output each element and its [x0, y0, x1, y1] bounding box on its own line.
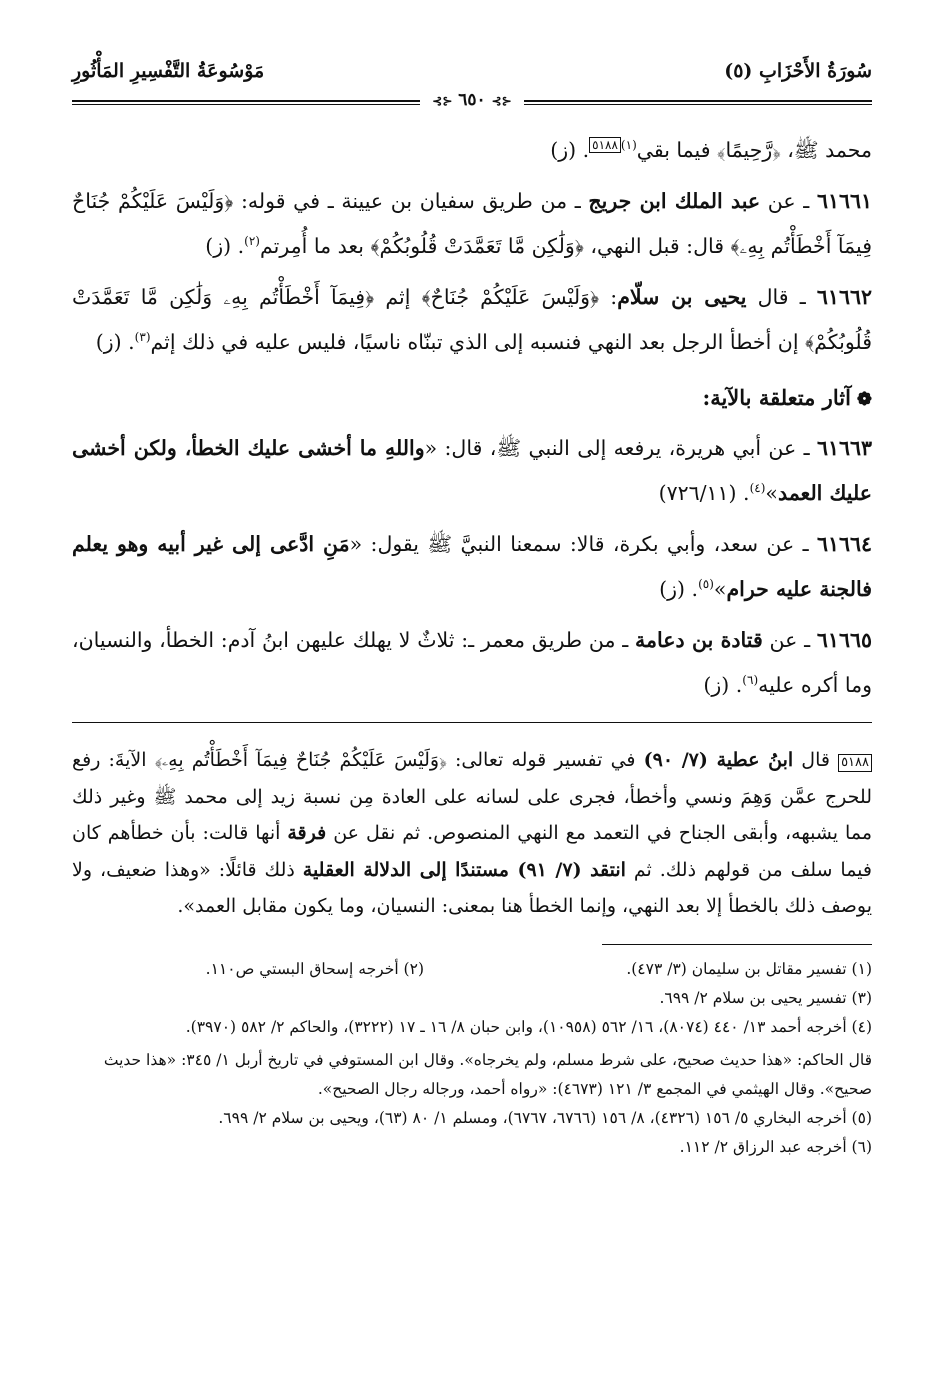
- ornament-icon: ⊰⊱: [491, 94, 512, 108]
- entry-number: ٦١٦٦٥: [816, 628, 872, 652]
- hadith-text: مَنِ ادَّعى إلى غير أبيه وهو يعلم فالجنة عليه حرام: [72, 532, 872, 601]
- entry-61664: ٦١٦٦٤ ـ عن سعد، وأبي بكرة، قالا: سمعنا النبيَّ ﷺ يقول: «مَنِ ادَّعى إلى غير أبيه وهو يعلم فالجنة عليه حرام»$^{(٥)}$. (ز): [72, 532, 873, 601]
- footnote-marker[interactable]: (٢): [244, 234, 260, 249]
- footnote-4-note: قال الحاكم: «هذا حديث صحيح، على شرط مسلم، ولم يخرجاه». وقال ابن المستوفي في تاريخ أربل ١/ ٣٤٥: «هذا حديث صحيح». وقال الهيثمي في المجمع ٣/ ١٢١ (٤٦٧٣): «رواه أحمد، ورجاله رجال الصحيح».: [103, 1050, 872, 1098]
- cross-ref-box[interactable]: ٥١٨٨: [589, 137, 621, 153]
- footnote-6: (٦) أخرجه عبد الرزاق ٢/ ١١٢.: [679, 1137, 872, 1156]
- footnote-marker[interactable]: (٤): [749, 481, 766, 496]
- entry-number: ٦١٦٦٣: [816, 436, 872, 460]
- section-heading: ❁آثار متعلقة بالآية:: [702, 385, 872, 410]
- entry-61665: ٦١٦٦٥ ـ عن قتادة بن دعامة ـ من طريق معمر ـ: ثلاثٌ لا يهلك عليهن ابنُ آدم: الخطأ، والنسيان، وما أكره عليه$^{(٦)}$. (ز): [72, 628, 872, 697]
- commentary-note: ٥١٨٨ قال ابنُ عطية (٧/ ٩٠) في تفسير قوله تعالى: ﴿وَلَيْسَ عَلَيْكُمْ جُنَاحٌ فِيمَآ أَخْطَأْتُم بِهِۦ﴾ الآيةَ: رفع للحرج عمَّن وَهِمَ ونسي وأخطأ، فجرى على لسانه على العادة مِن نسبة زيد إلى محمد ﷺ وغير ذلك مما يشبهه، وأبقى الجناح في التعمد مع النهي المنصوص. ثم نقل عن فرقة أنها قالت: بأن خطأهم كان فيما سلف من قولهم ذلك. ثم انتقد (٧/ ٩١) مستندًا إلى الدلالة العقلية ذلك قائلًا: «وهذا ضعيف، ولا يوصف ذلك بالخطأ إلا بعد النهي، وإنما الخطأ هنا بمعنى: النسيان، وما يكون مقابل العمد».: [72, 749, 873, 917]
- entry-61661: ٦١٦٦١ ـ عن عبد الملك ابن جريج ـ من طريق سفيان بن عيينة ـ في قوله: ﴿وَلَيْسَ عَلَيْكُمْ جُنَاحٌ فِيمَآ أَخْطَأْتُم بِهِۦ﴾ قال: قبل النهي، ﴿وَلَٰكِن مَّا تَعَمَّدَتْ قُلُوبُكُمْ﴾ بعد ما أُمِرتم$^{(٢)}$. (ز): [72, 189, 872, 258]
- footnote-marker[interactable]: (٣): [134, 330, 151, 345]
- entry-number: ٦١٦٦٤: [816, 532, 873, 556]
- scholar-name: ابنُ عطية: [716, 749, 794, 771]
- footnote-3: (٣) تفسير يحيى بن سلام ٢/ ٦٩٩.: [659, 988, 872, 1007]
- quran-quote: ﴿وَلَيْسَ عَلَيْكُمْ جُنَاحٌ فِيمَآ أَخْطَأْتُم بِهِۦ﴾: [154, 749, 447, 771]
- quran-quote: ﴿وَلَيْسَ عَلَيْكُمْ جُنَاحٌ﴾: [421, 285, 600, 309]
- footnote-4: (٤) أخرجه أحمد ١٣/ ٤٤٠ (٨٠٧٤)، ١٦/ ٥٦٢ (١٠٩٥٨)، وابن حبان ٨/ ١٦ ـ ١٧ (٣٢٢٢)، والحاكم ٢/ ٥٨٢ (٣٩٧٠).: [185, 1017, 872, 1036]
- footnote-2: (٢) أخرجه إسحاق البستي ص١١٠.: [205, 959, 424, 978]
- footnotes: [72, 955, 872, 1162]
- page-number: ٦٥٠: [458, 90, 486, 110]
- entry-number: ٦١٦٦٢: [816, 285, 872, 309]
- narrator-name: عبد الملك ابن جريج: [588, 189, 761, 213]
- quran-quote: ﴿فِيمَآ أَخْطَأْتُم بِهِۦ وَلَٰكِن مَّا تَعَمَّدَتْ قُلُوبُكُمْ﴾: [72, 285, 872, 354]
- footnote-1: (١) تفسير مقاتل بن سليمان (٣/ ٤٧٣).: [626, 959, 872, 978]
- running-header: [72, 56, 872, 110]
- footnote-separator: [602, 944, 872, 945]
- narrator-name: يحيى بن سلّام: [617, 285, 747, 309]
- footnote-marker[interactable]: (٦): [742, 673, 759, 688]
- surah-title: سُورَةُ الأَحْزَابِ (٥): [724, 60, 872, 82]
- volume-citation: (٧/ ٩٠): [643, 749, 717, 771]
- footnote-5: (٥) أخرجه البخاري ٥/ ١٥٦ (٤٣٢٦)، ٨/ ١٥٦ (٦٧٦٦، ٦٧٦٧)، ومسلم ١/ ٨٠ (٦٣)، ويحيى بن سلام ٢/ ٦٩٩.: [218, 1108, 872, 1127]
- entry-61663: ٦١٦٦٣ ـ عن أبي هريرة، يرفعه إلى النبي ﷺ، قال: «واللهِ ما أخشى عليك الخطأ، ولكن أخشى عليك العمد»$^{(٤)}$. (٧٢٦/١١): [72, 436, 872, 505]
- entry-continuation: محمد ﷺ، ﴿رَّحِيمًا﴾ فيما بقي$^{(١)}$٥١٨٨. (ز): [550, 138, 872, 162]
- quran-quote: ﴿وَلَٰكِن مَّا تَعَمَّدَتْ قُلُوبُكُمْ﴾: [370, 234, 584, 258]
- book-page: [72, 56, 872, 1346]
- quran-quote: ﴿رَّحِيمًا﴾: [717, 138, 781, 162]
- main-text: [72, 128, 872, 708]
- quran-quote: ﴿وَلَيْسَ عَلَيْكُمْ جُنَاحٌ فِيمَآ أَخْطَأْتُم بِهِۦ﴾: [72, 189, 872, 258]
- cross-ref-box[interactable]: ٥١٨٨: [838, 754, 872, 772]
- hadith-text: واللهِ ما أخشى عليك الخطأ، ولكن أخشى عليك العمد: [72, 436, 872, 505]
- narrator-name: قتادة بن دعامة: [635, 628, 763, 652]
- footnote-marker[interactable]: (٥): [698, 577, 714, 592]
- flower-icon: ❁: [856, 389, 872, 410]
- book-title: مَوْسُوعَةُ التَّفْسِيرِ المَأْثُورِ: [72, 60, 265, 82]
- entry-61662: ٦١٦٦٢ ـ قال يحيى بن سلّام: ﴿وَلَيْسَ عَلَيْكُمْ جُنَاحٌ﴾ إثم ﴿فِيمَآ أَخْطَأْتُم بِهِۦ وَلَٰكِن مَّا تَعَمَّدَتْ قُلُوبُكُمْ﴾ إن أخطأ الرجل بعد النهي فنسبه إلى الذي تبنّاه ناسيًا، فليس عليه في ذلك إثم$^{(٣)}$. (ز): [72, 285, 872, 354]
- footnote-marker[interactable]: (١): [620, 138, 637, 153]
- page-number-box: [420, 90, 523, 110]
- commentary-separator: [72, 722, 872, 723]
- ornament-icon: ⊰⊱: [432, 94, 453, 108]
- entry-number: ٦١٦٦١: [816, 189, 872, 213]
